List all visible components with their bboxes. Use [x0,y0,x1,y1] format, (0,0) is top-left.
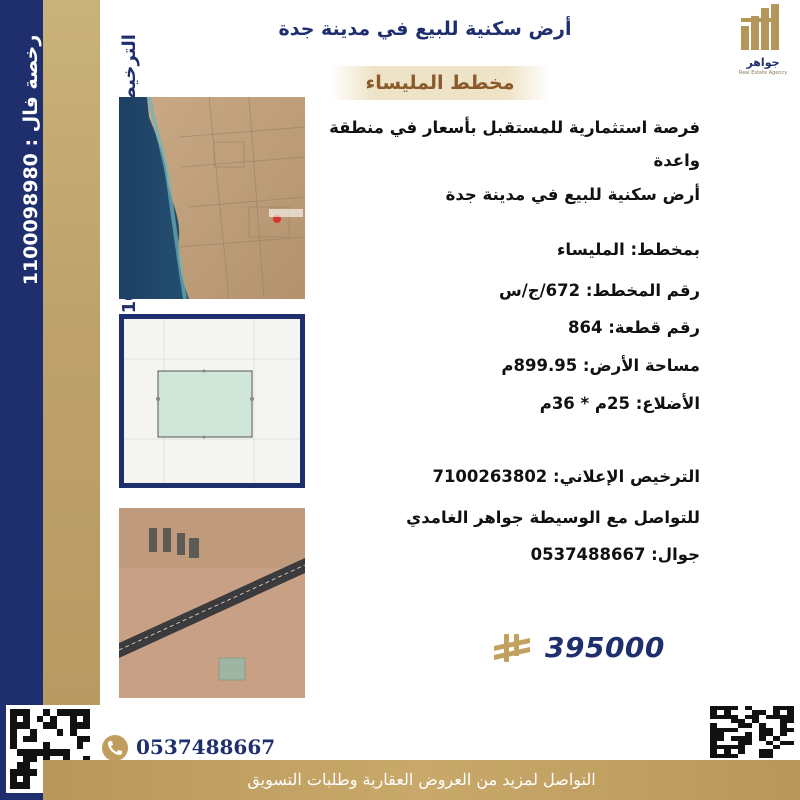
jawaher-logo [733,4,793,78]
desc-line-5: رقم المخطط: 672/ج/س [498,281,700,300]
logo-mark [741,4,787,50]
desc-line-1: فرصة استثمارية للمستقبل بأسعار في منطقة [329,118,700,137]
aerial-site-image [119,508,305,698]
logo-name: جواهر [746,56,780,69]
desc-line-4: بمخطط: المليساء [556,240,700,259]
price-value: 395000 [545,631,665,664]
desc-line-7: مساحة الأرض: 899.95م [501,356,700,375]
qr-code-right[interactable] [710,706,794,758]
price-tag [490,628,665,668]
plot-outline [158,371,252,437]
phone-icon [102,735,128,761]
ad-license-strip [43,0,100,705]
desc-line-3: أرض سكنية للبيع في مدينة جدة [445,185,700,204]
phone-number[interactable]: 0537488667 [136,735,276,759]
desc-line-2: واعدة [653,151,700,170]
plan-subtitle: مخطط المليساء [330,66,550,100]
footer-text: التواصل لمزيد من العروض العقارية وطلبات التسويق [247,770,596,789]
fal-license-text: رخصة فال : 1100098980 [20,34,42,286]
logo-tagline: Real Estate Agency [738,70,788,76]
page-title: أرض سكنية للبيع في مدينة جدة [278,18,572,40]
desc-line-8: الأضلاع: 25م * 36م [539,394,700,413]
desc-line-6: رقم قطعة: 864 [568,318,700,337]
license-sidebar [0,0,43,800]
plot-plan-image [119,314,305,488]
footer-bar [43,760,800,800]
desc-line-11: جوال: 0537488667 [530,545,700,564]
desc-line-9: الترخيص الإعلاني: 7100263802 [432,467,700,486]
saudi-riyal-icon [490,632,534,666]
desc-line-10: للتواصل مع الوسيطة جواهر الغامدي [406,508,700,527]
satellite-map-image [119,97,305,299]
